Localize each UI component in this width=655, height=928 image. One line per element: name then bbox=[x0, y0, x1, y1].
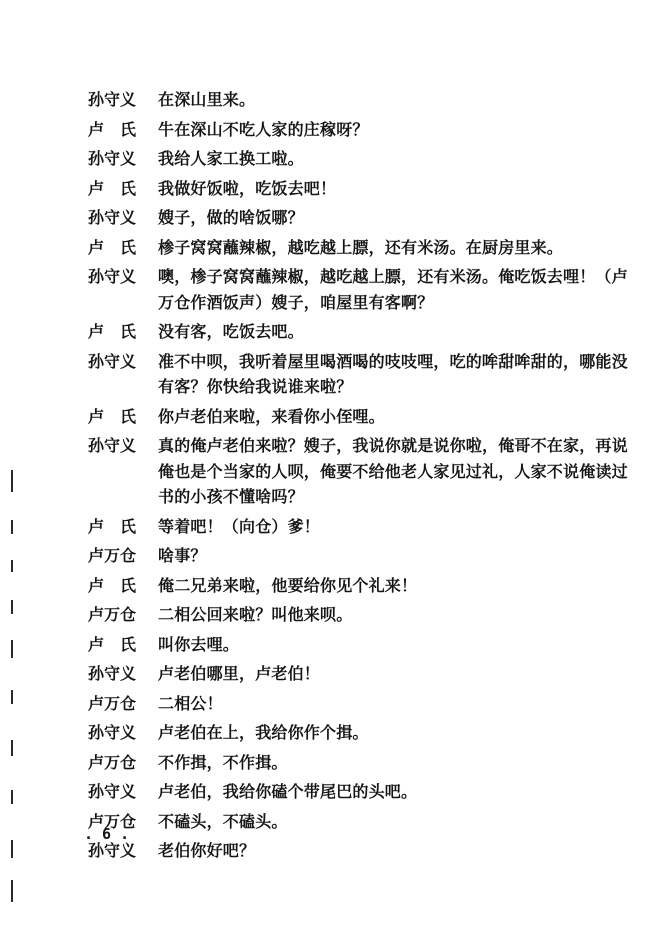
play-script bbox=[88, 87, 628, 868]
speaker-name: 卢 氏 bbox=[88, 119, 137, 139]
speaker-name: 孙守义 bbox=[88, 208, 137, 227]
dialogue-text: 叫你去哩。 bbox=[158, 634, 240, 654]
dialogue-text: 我给人家工换工啦。 bbox=[158, 149, 304, 168]
speaker-name: 孙守义 bbox=[88, 90, 137, 109]
dialogue-line bbox=[88, 720, 628, 746]
scan-margin-mark bbox=[11, 470, 13, 492]
dialogue-line bbox=[88, 205, 628, 231]
speaker-name: 卢 氏 bbox=[88, 178, 137, 198]
speaker-name: 孙守义 bbox=[88, 267, 137, 286]
scan-margin-mark bbox=[11, 740, 13, 756]
dialogue-line bbox=[88, 349, 628, 400]
speaker-name: 卢万仓 bbox=[88, 605, 137, 624]
dialogue-line bbox=[88, 779, 628, 805]
dialogue-text: 二相公！ bbox=[158, 693, 223, 713]
dialogue-line bbox=[88, 809, 628, 835]
scan-margin-mark bbox=[11, 840, 13, 858]
dialogue-line bbox=[88, 319, 628, 345]
speaker-name: 卢 氏 bbox=[88, 322, 137, 341]
speaker-name: 卢万仓 bbox=[88, 752, 137, 772]
dialogue-line bbox=[88, 691, 628, 717]
dialogue-text: 在深山里来。 bbox=[158, 90, 256, 109]
speaker-name: 卢万仓 bbox=[88, 811, 137, 831]
dialogue-line bbox=[88, 146, 628, 172]
dialogue-text: 啥事？ bbox=[158, 546, 207, 565]
dialogue-text: 嫂子，做的啥饭哪？ bbox=[158, 208, 304, 227]
dialogue-line bbox=[88, 543, 628, 569]
scan-margin-mark bbox=[11, 880, 13, 902]
dialogue-line bbox=[88, 433, 628, 510]
dialogue-line bbox=[88, 838, 628, 864]
dialogue-text: 等着吧！（向仓）爹！ bbox=[158, 516, 321, 536]
dialogue-text: 卢老伯，我给你磕个带尾巴的头吧。 bbox=[158, 782, 418, 801]
scan-margin-mark bbox=[11, 600, 13, 614]
speaker-name: 卢 氏 bbox=[88, 516, 137, 536]
page-number: . 6 . bbox=[84, 825, 130, 843]
dialogue-line bbox=[88, 176, 628, 202]
speaker-name: 卢万仓 bbox=[88, 546, 137, 565]
speaker-name: 卢 氏 bbox=[88, 406, 137, 426]
speaker-name: 卢万仓 bbox=[88, 693, 137, 713]
dialogue-text: 老伯你好吧？ bbox=[158, 841, 256, 860]
dialogue-text: 卢老伯在上，我给你作个揖。 bbox=[158, 723, 369, 742]
dialogue-text: 真的俺卢老伯来啦？嫂子，我说你就是说你啦，俺哥不在家，再说俺也是个当家的人呗，俺要不给他老人家见过礼，人家不说俺读过书的小孩不懂啥吗？ bbox=[158, 436, 628, 506]
speaker-name: 孙守义 bbox=[88, 723, 137, 742]
dialogue-line bbox=[88, 573, 628, 599]
dialogue-text: 不作揖，不作揖。 bbox=[158, 752, 288, 772]
dialogue-text: 不磕头，不磕头。 bbox=[158, 811, 288, 831]
dialogue-line bbox=[88, 264, 628, 315]
scan-margin-mark bbox=[11, 690, 13, 704]
scan-margin-mark bbox=[11, 790, 13, 804]
dialogue-line bbox=[88, 514, 628, 540]
speaker-name: 孙守义 bbox=[88, 782, 137, 801]
dialogue-text: 牛在深山不吃人家的庄稼呀？ bbox=[158, 119, 369, 139]
dialogue-text: 没有客，吃饭去吧。 bbox=[158, 322, 304, 341]
dialogue-text: 你卢老伯来啦，来看你小侄哩。 bbox=[158, 406, 385, 426]
dialogue-text: 椮子窝窝蘸辣椒，越吃越上膘，还有米汤。在厨房里来。 bbox=[158, 237, 564, 257]
dialogue-line bbox=[88, 87, 628, 113]
speaker-name: 孙守义 bbox=[88, 664, 137, 683]
dialogue-line bbox=[88, 602, 628, 628]
dialogue-text: 卢老伯哪里，卢老伯！ bbox=[158, 664, 321, 683]
dialogue-text: 准不中呗，我听着屋里喝酒喝的吱吱哩，吃的哞甜哞甜的，哪能没有客？你快给我说谁来啦？ bbox=[158, 351, 628, 396]
dialogue-text: 噢，椮子窝窝蘸辣椒，越吃越上膘，还有米汤。俺吃饭去哩！（卢万仓作酒饭声）嫂子，咱屋里有客啊？ bbox=[158, 267, 628, 312]
dialogue-line bbox=[88, 661, 628, 687]
speaker-name: 孙守义 bbox=[88, 841, 137, 860]
speaker-name: 孙守义 bbox=[88, 351, 137, 371]
dialogue-line bbox=[88, 235, 628, 261]
dialogue-text: 我做好饭啦，吃饭去吧！ bbox=[158, 178, 337, 198]
dialogue-line bbox=[88, 750, 628, 776]
scan-margin-mark bbox=[11, 640, 13, 658]
dialogue-line bbox=[88, 632, 628, 658]
scan-margin-mark bbox=[11, 520, 13, 534]
speaker-name: 卢 氏 bbox=[88, 575, 137, 595]
speaker-name: 孙守义 bbox=[88, 149, 137, 168]
speaker-name: 孙守义 bbox=[88, 436, 137, 455]
speaker-name: 卢 氏 bbox=[88, 237, 137, 257]
speaker-name: 卢 氏 bbox=[88, 634, 137, 654]
dialogue-text: 二相公回来啦？叫他来呗。 bbox=[158, 605, 353, 624]
scan-margin-mark bbox=[11, 560, 13, 572]
dialogue-line bbox=[88, 117, 628, 143]
dialogue-line bbox=[88, 404, 628, 430]
dialogue-text: 俺二兄弟来啦，他要给你见个礼来！ bbox=[158, 575, 418, 595]
